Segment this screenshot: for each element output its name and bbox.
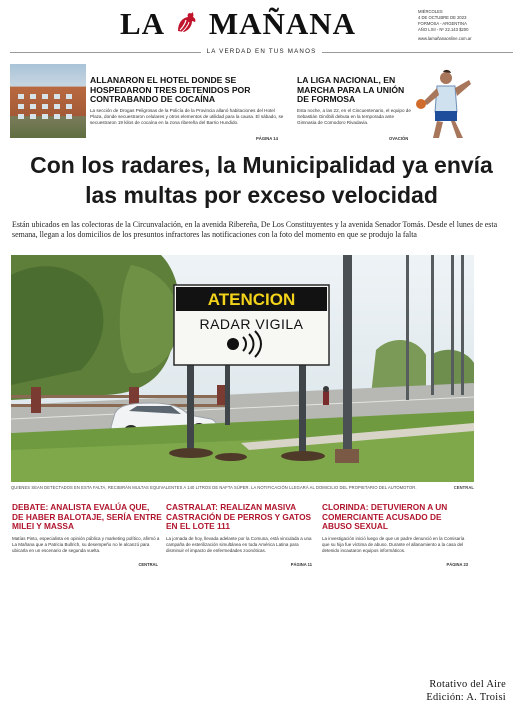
story-clorinda-body: La investigación inició luego de que un padre denunció en la Comisaría que su hija fue víctima de abuso. Durante el allanamiento a la casa del detenido incautaron equipos informáticos. xyxy=(322,535,465,553)
story-clorinda-page: PÁGINA 23 xyxy=(446,562,468,567)
story-clorinda-headline: CLORINDA: DETUVIERON A UN COMERCIANTE ACUSADO DE ABUSO SEXUAL xyxy=(322,502,448,532)
sign-warning-text: ATENCION xyxy=(207,290,296,309)
basketball-player-photo xyxy=(413,68,475,140)
radar-sign-photo xyxy=(11,255,474,482)
story-debate[interactable] xyxy=(12,502,162,567)
story-castralat-page: PÁGINA 11 xyxy=(290,562,312,567)
tagline: LA VERDAD EN TUS MANOS xyxy=(0,48,523,55)
hotel-photo xyxy=(10,64,86,138)
photo-caption: QUIENES SEAN DETECTADOS EN ESTA FALTA, RECIBIRÁN MULTAS EQUIVALENTES A 140 LITROS DE NAFTA SÚPER. LA NOTIFICACIÓN LLEGARÁ AL DOMICILIO DEL PROPIETARIO DEL AUTOMOTOR. CENTRAL xyxy=(11,485,474,490)
story-debate-body: Matías Pinto, especialista en opinión pública y marketing político, afirmó a La Mañana que a Patricia Bullrich, su desempeño no le alcanzó para ubicarla en un escenario de segunda vuelta. xyxy=(12,535,160,553)
teaser-liga-headline: LA LIGA NACIONAL, EN MARCHA PARA LA UNIÓN DE FORMOSA xyxy=(297,75,405,105)
story-castralat[interactable] xyxy=(166,502,316,567)
story-debate-page: CENTRAL xyxy=(138,562,158,567)
teaser-hotel-body: La sección de Drogas Peligrosas de la Policía de la Provincia allanó habitaciones del Hotel Plaza, donde secuestraron celulares y otros elementos de utilidad para la causa. El sábado, se secuestraron 19 kilos de cocaína en la zona ribereña del Barrio Hundido. xyxy=(90,108,284,126)
teaser-liga-body: Esta noche, a las 22, en el Cincuentenario, el equipo de Sebastián Ginóbili debuta en la temporada ante Gimnasia de Comodoro Rivadavia. xyxy=(297,108,411,126)
rooster-icon xyxy=(172,9,200,37)
credits xyxy=(426,678,506,705)
teaser-hotel-page: PÁGINA 14 xyxy=(256,136,278,141)
main-deck: Están ubicados en las colectoras de la Circunvalación, en la avenida Ribereña, De Los Constituyentes y la avenida Senador Tomás. Desde el lunes de esta semana, llegan a los domicilios de los presuntos infractores las notificaciones con la foto del momento en que se produjo la falta xyxy=(12,220,498,240)
story-castralat-body: La jornada de hoy, llevada adelante por la Comuna, está vinculada a una campaña de esterilización simultánea en toda América Latina para disminuir el impacto de enfermedades zoonóticas. xyxy=(166,535,312,553)
story-castralat-headline: CASTRALAT: REALIZAN MASIVA CASTRACIÓN DE PERROS Y GATOS EN EL LOTE 111 xyxy=(166,502,312,532)
masthead xyxy=(0,0,523,62)
caption-section: CENTRAL xyxy=(453,485,474,490)
main-headline[interactable]: Con los radares, la Municipalidad ya envía las multas por exceso velocidad xyxy=(30,152,493,208)
logo-word-manana: MAÑANA xyxy=(208,6,357,41)
website-link[interactable]: www.lamañanaonline.com.ar xyxy=(418,36,472,41)
teaser-hotel[interactable] xyxy=(10,62,288,142)
story-debate-headline: DEBATE: ANALISTA EVALÚA QUE, DE HABER BALOTAJE, SERÍA ENTRE MILEI Y MASSA xyxy=(12,502,162,532)
teaser-liga[interactable] xyxy=(295,62,513,142)
weekday: MIÉRCOLES xyxy=(418,9,443,14)
date: 4 DE OCTUBRE DE 2023 xyxy=(418,15,467,20)
logo-word-la: LA xyxy=(120,6,164,41)
teaser-liga-page: OVACIÓN xyxy=(389,136,409,141)
newspaper-logo[interactable] xyxy=(120,6,356,40)
credits-line-1: Rotativo del Aire xyxy=(429,679,506,690)
story-clorinda[interactable] xyxy=(322,502,472,567)
location: FORMOSA - ARGENTINA xyxy=(418,21,467,26)
date-box xyxy=(418,9,508,42)
edition: AÑO LXII - Nº 22.143 $200 xyxy=(418,27,469,32)
sign-radar-text: RADAR VIGILA xyxy=(199,316,304,332)
credits-line-2: Edición: A. Troisi xyxy=(426,692,506,704)
teaser-hotel-headline: ALLANARON EL HOTEL DONDE SE HOSPEDARON TRES DETENIDOS POR CONTRABANDO DE COCAÍNA xyxy=(90,75,251,105)
